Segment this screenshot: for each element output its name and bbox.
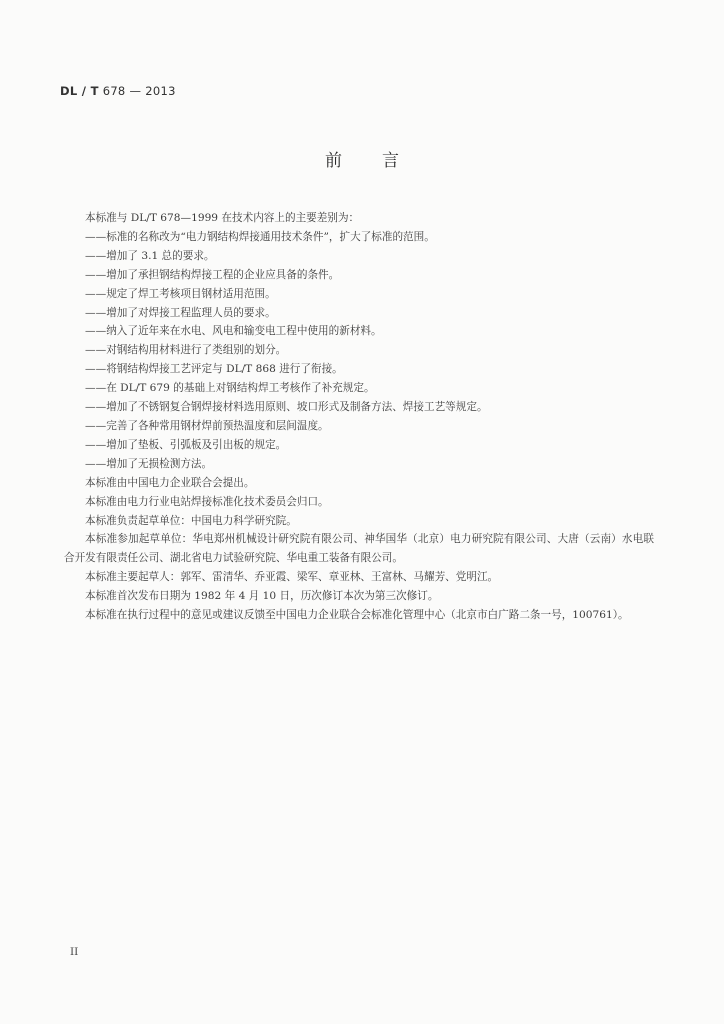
change-item: ——增加了对焊接工程监理人员的要求。 [85, 306, 276, 319]
history-statement: 本标准首次发布日期为 1982 年 4 月 10 日，历次修订本次为第三次修订。 [85, 590, 439, 603]
change-item: ——对钢结构用材料进行了类组别的划分。 [85, 344, 287, 357]
change-item: ——在 DL/T 679 的基础上对钢结构焊工考核作了补充规定。 [85, 382, 375, 395]
co-drafters-statement: 本标准参加起草单位：华电郑州机械设计研究院有限公司、神华国华（北京）电力研究院有限公司、大唐（云南）水电联合开发有限责任公司、湖北省电力试验研究院、华电重工装备有限公司。 [64, 533, 654, 565]
document-identifier [60, 84, 176, 98]
feedback-statement: 本标准在执行过程中的意见或建议反馈至中国电力企业联合会标准化管理中心（北京市白广路二条一号，100761）。 [85, 609, 629, 622]
drafted-by-statement: 本标准负责起草单位：中国电力科学研究院。 [85, 514, 297, 527]
change-item: ——增加了承担钢结构焊接工程的企业应具备的条件。 [85, 268, 340, 281]
document-number: 678 — 2013 [102, 84, 176, 98]
change-item: ——将钢结构焊接工艺评定与 DL/T 868 进行了衔接。 [85, 363, 343, 376]
change-item: ——规定了焊工考核项目钢材适用范围。 [85, 287, 276, 300]
intro-paragraph: 本标准与 DL/T 678—1999 在技术内容上的主要差别为： [85, 212, 360, 224]
changes-list [64, 228, 654, 474]
change-item: ——增加了 3.1 总的要求。 [85, 249, 215, 262]
change-item: ——增加了不锈钢复合钢焊接材料选用原则、坡口形式及制备方法、焊接工艺等规定。 [85, 401, 488, 414]
change-item: ——增加了无损检测方法。 [85, 457, 213, 470]
change-item: ——纳入了近年来在水电、风电和输变电工程中使用的新材料。 [85, 325, 382, 338]
document-prefix: DL / T [60, 84, 99, 98]
page-number: II [70, 946, 79, 958]
page-title: 前言 [325, 151, 439, 171]
change-item: ——标准的名称改为“电力钢结构焊接通用技术条件”，扩大了标准的范围。 [85, 230, 435, 243]
change-item: ——完善了各种常用钢材焊前预热温度和层间温度。 [85, 419, 329, 432]
change-item: ——增加了垫板、引弧板及引出板的规定。 [85, 438, 287, 451]
proposed-by-statement: 本标准由中国电力企业联合会提出。 [85, 476, 255, 489]
managed-by-statement: 本标准由电力行业电站焊接标准化技术委员会归口。 [85, 495, 329, 508]
main-drafters-statement: 本标准主要起草人：郭军、雷清华、乔亚霞、梁军、章亚林、王富林、马耀芳、党明江。 [85, 571, 499, 584]
foreword-body [64, 209, 654, 625]
